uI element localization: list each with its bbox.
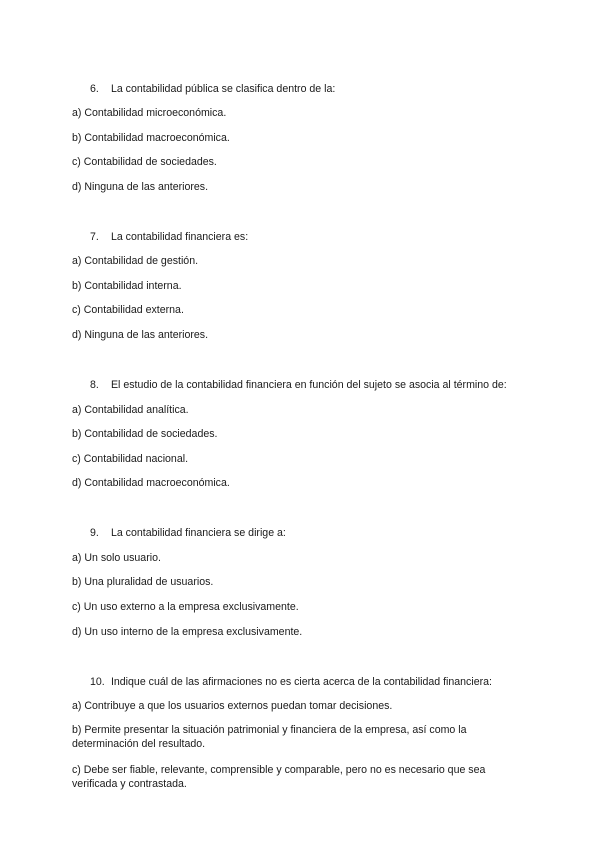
option-c: c) Contabilidad nacional. bbox=[72, 453, 189, 465]
question-8 bbox=[90, 379, 507, 391]
option-c: c) Contabilidad de sociedades. bbox=[72, 156, 217, 168]
option-a: a) Contabilidad analítica. bbox=[72, 404, 189, 416]
question-text: Indique cuál de las afirmaciones no es cierta acerca de la contabilidad financiera: bbox=[110, 676, 492, 688]
option-d: d) Contabilidad macroeconómica. bbox=[72, 477, 230, 489]
question-9 bbox=[90, 527, 286, 539]
question-6 bbox=[90, 83, 335, 95]
option-d: d) Un uso interno de la empresa exclusivamente. bbox=[72, 626, 303, 638]
option-a: a) Contribuye a que los usuarios externos puedan tomar decisiones. bbox=[72, 700, 393, 712]
option-d: d) Ninguna de las anteriores. bbox=[72, 329, 209, 341]
question-text: La contabilidad financiera se dirige a: bbox=[110, 527, 286, 539]
question-7 bbox=[90, 231, 248, 243]
option-b: b) Contabilidad interna. bbox=[72, 280, 182, 292]
option-a: a) Contabilidad microeconómica. bbox=[72, 107, 227, 119]
option-b: b) Permite presentar la situación patrimonial y financiera de la empresa, así como la determinación del resultado. bbox=[72, 724, 467, 750]
question-number: 10. bbox=[90, 676, 105, 688]
question-text: La contabilidad financiera es: bbox=[110, 231, 249, 243]
question-number: 6. bbox=[90, 83, 99, 95]
option-b: b) Contabilidad macroeconómica. bbox=[72, 132, 230, 144]
option-c: c) Debe ser fiable, relevante, comprensible y comparable, pero no es necesario que sea verificada y contrastada. bbox=[72, 764, 486, 790]
option-b: b) Una pluralidad de usuarios. bbox=[72, 576, 214, 588]
question-text: El estudio de la contabilidad financiera en función del sujeto se asocia al término de: bbox=[110, 379, 507, 391]
question-10 bbox=[90, 676, 492, 688]
question-text: La contabilidad pública se clasifica dentro de la: bbox=[110, 83, 336, 95]
option-c: c) Contabilidad externa. bbox=[72, 304, 184, 316]
option-a: a) Contabilidad de gestión. bbox=[72, 255, 199, 267]
question-number: 8. bbox=[90, 379, 99, 391]
option-b: b) Contabilidad de sociedades. bbox=[72, 428, 218, 440]
option-d: d) Ninguna de las anteriores. bbox=[72, 181, 209, 193]
option-a: a) Un solo usuario. bbox=[72, 552, 161, 564]
question-number: 9. bbox=[90, 527, 99, 539]
question-number: 7. bbox=[90, 231, 99, 243]
option-c: c) Un uso externo a la empresa exclusivamente. bbox=[72, 601, 299, 613]
